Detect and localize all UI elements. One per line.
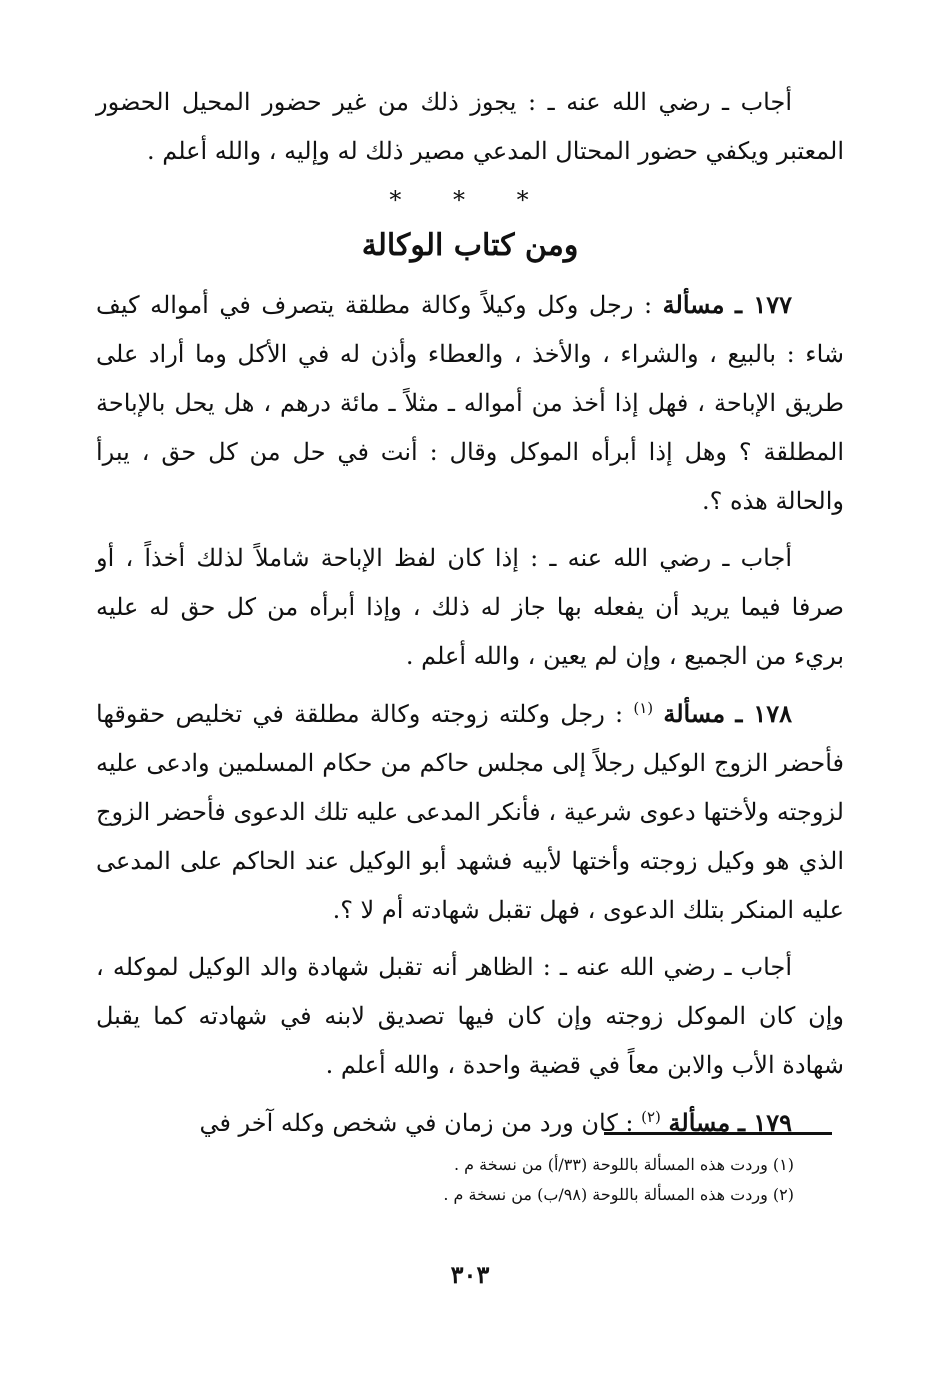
page-number: ٣٠٣ [450,1260,490,1289]
footnote-2: (٢) وردت هذه المسألة باللوحة (٩٨/ب) من نسخة م . [443,1185,794,1204]
question-number: ١٧٨ ـ [735,699,792,728]
section-separator-stars: * * * [389,186,551,214]
answer-178: أجاب ـ رضي الله عنه ـ : الظاهر أنه تقبل شهادة والد الوكيل لموكله ، وإن كان الموكل زوجته وإن كان فيها تصديق لابنه في شهادته كما يقبل شهادة الأب والابن معاً في قضية واحدة ، والله أعلم . [96,953,844,1079]
question-text: : رجل وكلته زوجته وكالة مطلقة في تخليص حقوقها فأحضر الزوج الوكيل رجلاً إلى مجلس حاكم من حكام المسلمين وادعى عليه لزوجته ولأختها دعوى شرعية ، فأنكر المدعى عليه تلك الدعوى فأحضر الزوج الذي هو وكيل زوجته وأختها لأبيه فشهد أبو الوكيل عند الحاكم على المدعى عليه المنكر بتلك الدعوى ، فهل تقبل شهادته أم لا ؟. [96,700,844,924]
footnote-1: (١) وردت هذه المسألة باللوحة (٣٣/أ) من نسخة م . [453,1155,794,1174]
question-number: ١٧٧ ـ [735,290,792,319]
answer-177: أجاب ـ رضي الله عنه ـ : إذا كان لفظ الإباحة شاملاً لذلك أخذاً ، أو صرفا فيما يريد أن يفعله بها جاز له ذلك ، وإذا أبرأه من كل حق له عليه بريء من الجميع ، وإن لم يعين ، والله أعلم . [96,544,844,670]
question-text: : رجل وكل وكيلاً وكالة مطلقة يتصرف في أمواله كيف شاء : بالبيع ، والشراء ، والأخذ ، والعطاء وأذن له في الأكل وما أراد على طريق الإباحة ، فهل إذا أخذ من أمواله ـ مثلاً ـ مائة درهم ، هل يحل بالإباحة المطلقة ؟ وهل إذا أبرأه الموكل وقال : أنت في حل من كل حق ، يبرأ والحالة هذه ؟. [96,291,844,515]
question-label: مسألة [668,1108,731,1137]
question-178 [96,689,844,935]
question-label: مسألة [662,290,725,319]
section-title: ومن كتاب الوكالة [361,228,579,263]
answer-paragraph-1: أجاب ـ رضي الله عنه ـ : يجوز ذلك من غير حضور المحيل الحضور المعتبر ويكفي حضور المحتال المدعي مصير ذلك له وإليه ، والله أعلم . [96,88,844,165]
footnotes [194,1150,794,1210]
footnote-reference[interactable]: (٢) [641,1108,661,1126]
footnote-separator-rule [604,1132,832,1135]
question-177 [96,280,844,526]
question-text: : كان ورد من زمان في شخص وكله آخر في [199,1109,642,1137]
question-label: مسألة [663,699,726,728]
footnote-reference[interactable]: (١) [633,699,654,717]
question-number: ١٧٩ ـ [737,1108,792,1137]
question-179 [96,1098,844,1148]
